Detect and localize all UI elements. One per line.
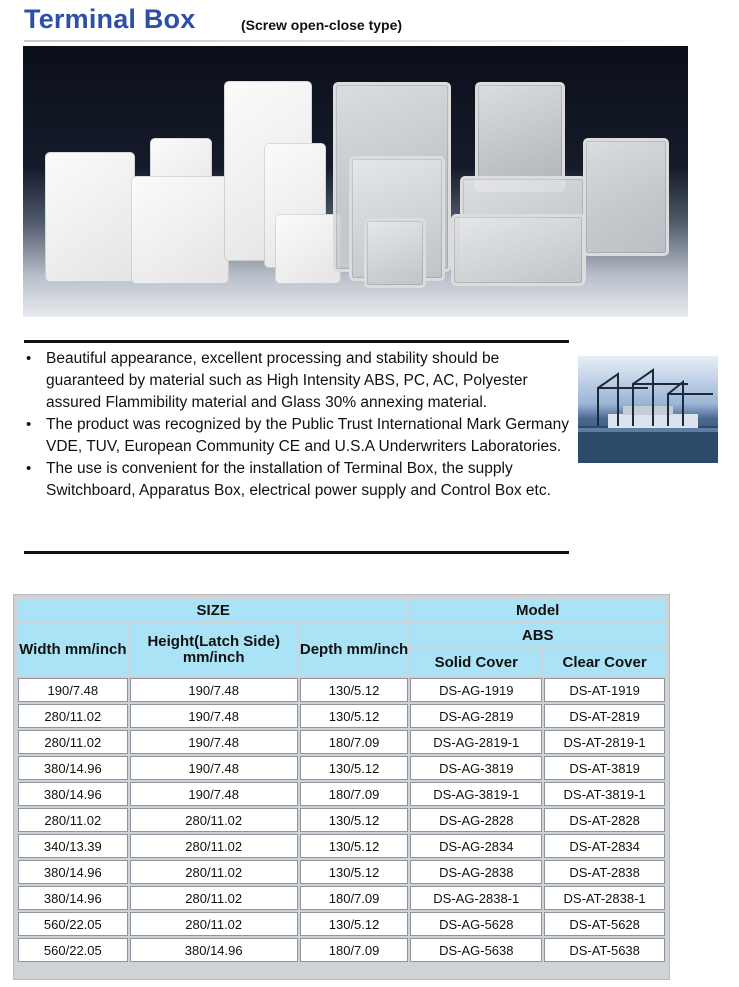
product-box-solid <box>45 152 135 282</box>
solid-cover-model-cell: DS-AG-3819-1 <box>410 782 542 806</box>
depth-cell: 130/5.12 <box>300 808 409 832</box>
feature-item: • The product was recognized by the Public Trust International Mark Germany VDE, TUV, European Community CE and U.S.A Underwriters Laboratories. <box>24 414 569 458</box>
page-title: Terminal Box <box>24 4 196 34</box>
height-cell: 280/11.02 <box>130 808 298 832</box>
solid-cover-model-cell: DS-AG-2828 <box>410 808 542 832</box>
table-row <box>18 834 665 858</box>
clear-cover-model-cell: DS-AT-2819 <box>544 704 665 728</box>
width-cell: 380/14.96 <box>18 782 128 806</box>
height-cell: 280/11.02 <box>130 912 298 936</box>
height-cell: 280/11.02 <box>130 860 298 884</box>
depth-cell: 130/5.12 <box>300 678 409 702</box>
height-header: Height(Latch Side) mm/inch <box>130 624 298 676</box>
depth-cell: 130/5.12 <box>300 756 409 780</box>
product-photo <box>23 46 688 317</box>
height-cell: 190/7.48 <box>130 704 298 728</box>
table-row <box>18 860 665 884</box>
table-row <box>18 782 665 806</box>
clear-cover-model-cell: DS-AT-2828 <box>544 808 665 832</box>
solid-cover-model-cell: DS-AG-5628 <box>410 912 542 936</box>
width-cell: 280/11.02 <box>18 730 128 754</box>
harbor-crane-photo <box>578 356 718 463</box>
height-cell: 190/7.48 <box>130 730 298 754</box>
solid-cover-header: Solid Cover <box>410 649 542 676</box>
solid-cover-model-cell: DS-AG-1919 <box>410 678 542 702</box>
depth-cell: 180/7.09 <box>300 782 409 806</box>
solid-cover-model-cell: DS-AG-3819 <box>410 756 542 780</box>
height-cell: 380/14.96 <box>130 938 298 962</box>
depth-cell: 180/7.09 <box>300 886 409 910</box>
depth-cell: 130/5.12 <box>300 834 409 858</box>
section-divider <box>24 340 569 343</box>
width-cell: 560/22.05 <box>18 912 128 936</box>
clear-cover-model-cell: DS-AT-2838-1 <box>544 886 665 910</box>
page-subtitle: (Screw open-close type) <box>241 17 403 33</box>
solid-cover-model-cell: DS-AG-5638 <box>410 938 542 962</box>
height-cell: 280/11.02 <box>130 834 298 858</box>
table-row <box>18 886 665 910</box>
depth-cell: 180/7.09 <box>300 730 409 754</box>
title-divider <box>24 40 690 42</box>
feature-item: • The use is convenient for the installation of Terminal Box, the supply Switchboard, Apparatus Box, electrical power supply and Control Box etc. <box>24 458 569 502</box>
clear-cover-model-cell: DS-AT-5638 <box>544 938 665 962</box>
clear-cover-model-cell: DS-AT-3819-1 <box>544 782 665 806</box>
depth-header: Depth mm/inch <box>300 624 409 676</box>
table-row <box>18 730 665 754</box>
width-cell: 280/11.02 <box>18 808 128 832</box>
height-cell: 190/7.48 <box>130 678 298 702</box>
solid-cover-model-cell: DS-AG-2838 <box>410 860 542 884</box>
table-row <box>18 912 665 936</box>
width-cell: 380/14.96 <box>18 860 128 884</box>
solid-cover-model-cell: DS-AG-2834 <box>410 834 542 858</box>
width-cell: 380/14.96 <box>18 886 128 910</box>
clear-cover-model-cell: DS-AT-2838 <box>544 860 665 884</box>
depth-cell: 130/5.12 <box>300 704 409 728</box>
specification-table <box>16 597 667 964</box>
product-box-clear <box>451 214 585 286</box>
product-box-clear <box>364 218 426 288</box>
clear-cover-model-cell: DS-AT-2834 <box>544 834 665 858</box>
width-cell: 280/11.02 <box>18 704 128 728</box>
feature-item: • Beautiful appearance, excellent processing and stability should be guaranteed by material such as High Intensity ABS, PC, AC, Polyester assured Flammibility material and Glass 30% annexing material. <box>24 348 569 414</box>
table-row <box>18 678 665 702</box>
width-cell: 560/22.05 <box>18 938 128 962</box>
clear-cover-model-cell: DS-AT-2819-1 <box>544 730 665 754</box>
table-body <box>18 678 665 962</box>
specification-table-frame <box>13 594 670 980</box>
table-row <box>18 756 665 780</box>
table-row <box>18 808 665 832</box>
product-box-solid <box>131 176 229 284</box>
table-row <box>18 704 665 728</box>
size-header: SIZE <box>18 599 408 622</box>
clear-cover-model-cell: DS-AT-1919 <box>544 678 665 702</box>
depth-cell: 130/5.12 <box>300 860 409 884</box>
height-cell: 190/7.48 <box>130 756 298 780</box>
solid-cover-model-cell: DS-AG-2819-1 <box>410 730 542 754</box>
clear-cover-header: Clear Cover <box>544 649 665 676</box>
width-cell: 380/14.96 <box>18 756 128 780</box>
product-box-solid <box>275 214 341 284</box>
solid-cover-model-cell: DS-AG-2838-1 <box>410 886 542 910</box>
clear-cover-model-cell: DS-AT-3819 <box>544 756 665 780</box>
width-cell: 340/13.39 <box>18 834 128 858</box>
feature-list <box>24 348 569 502</box>
width-cell: 190/7.48 <box>18 678 128 702</box>
model-header: Model <box>410 599 665 622</box>
table-row <box>18 938 665 962</box>
depth-cell: 130/5.12 <box>300 912 409 936</box>
solid-cover-model-cell: DS-AG-2819 <box>410 704 542 728</box>
section-divider <box>24 551 569 554</box>
width-header: Width mm/inch <box>18 624 128 676</box>
depth-cell: 180/7.09 <box>300 938 409 962</box>
clear-cover-model-cell: DS-AT-5628 <box>544 912 665 936</box>
product-box-clear <box>583 138 669 256</box>
abs-header: ABS <box>410 624 665 647</box>
height-cell: 190/7.48 <box>130 782 298 806</box>
height-cell: 280/11.02 <box>130 886 298 910</box>
